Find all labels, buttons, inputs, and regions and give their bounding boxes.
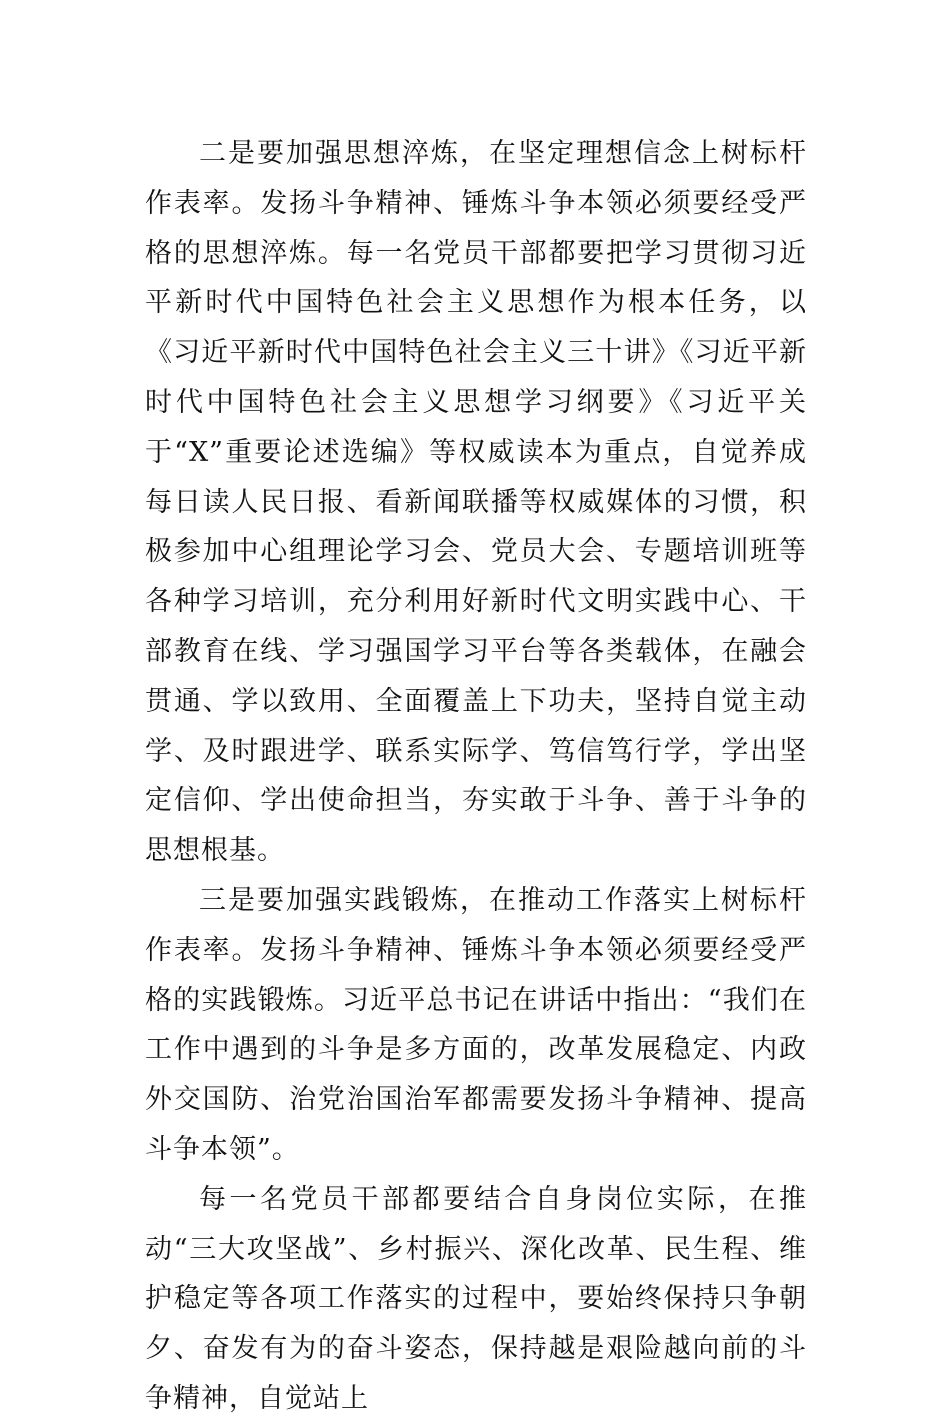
paragraph-ideological-tempering: 二是要加强思想淬炼，在坚定理想信念上树标杆作表率。发扬斗争精神、锤炼斗争本领必须要经受严格的思想淬炼。每一名党员干部都要把学习贯彻习近平新时代中国特色社会主义思想作为根本任务，以《习近平新时代中国特色社会主义三十讲》《习近平新时代中国特色社会主义思想学习纲要》《习近平关于“X”重要论述选编》等权威读本为重点，自觉养成每日读人民日报、看新闻联播等权威媒体的习惯，积极参加中心组理论学习会、党员大会、专题培训班等各种学习培训，充分利用好新时代文明实践中心、干部教育在线、学习强国学习平台等各类载体，在融会贯通、学以致用、全面覆盖上下功夫，坚持自觉主动学、及时跟进学、联系实际学、笃信笃行学，学出坚定信仰、学出使命担当，夯实敢于斗争、善于斗争的思想根基。 (145, 138, 807, 867)
paragraph-practical-training: 三是要加强实践锻炼，在推动工作落实上树标杆作表率。发扬斗争精神、锤炼斗争本领必须要经受严格的实践锻炼。习近平总书记在讲话中指出：“我们在工作中遇到的斗争是多方面的，改革发展稳定、内政外交国防、治党治国治军都需要发扬斗争精神、提高斗争本领”。 (145, 884, 807, 1165)
document-body (145, 129, 807, 1424)
paragraph-party-member-duties: 每一名党员干部都要结合自身岗位实际，在推动“三大攻坚战”、乡村振兴、深化改革、民生程、维护稳定等各项工作落实的过程中，要始终保持只争朝夕、奋发有为的奋斗姿态，保持越是艰险越向前的斗争精神，自觉站上 (145, 1183, 807, 1414)
